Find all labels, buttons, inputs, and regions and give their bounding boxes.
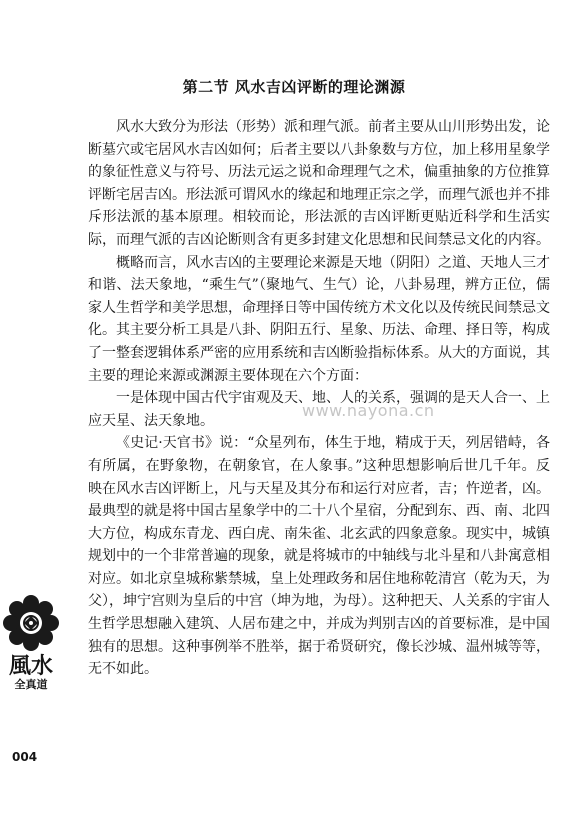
paragraph: 概略而言，风水吉凶的主要理论来源是天地（阴阳）之道、天地人三才和谐、法天象地，“乘生气”（聚地气、生气）论，八卦易理，辨方正位，儒家人生哲学和美学思想，命理择日等中国传统方术文化以及传统民间禁忌文化。其主要分析工具是八卦、阴阳五行、星象、历法、命理、择日等，构成了一整套逻辑体系严密的应用系统和吉凶断验指标体系。从大的方面说，其主要的理论来源或渊源主要体现在六个方面： [88, 254, 550, 384]
book-logo [2, 594, 60, 691]
page-number: 004 [12, 750, 38, 764]
paragraph: 《史记·天官书》说：“众星列布，体生于地，精成于天，列居错峙，各有所属，在野象物，在朝象官，在人象事。”这种思想影响后世几千年。反映在风水吉凶评断上，凡与天星及其分布和运行对应者，吉；忤逆者，凶。最典型的就是将中国古星象学中的二十八个星宿，分配到东、西、南、北四大方位，构成东青龙、西白虎、南朱雀、北玄武的四象意象。现实中，城镇规划中的一个非常普遍的现象，就是将城市的中轴线与北斗星和八卦寓意相对应。如北京皇城称紫禁城，皇上处理政务和居住地称乾清宫（乾为天，为父），坤宁宫则为皇后的中宫（坤为地，为母）。这种把天、人关系的宇宙人生哲学思想融入建筑、人居布建之中，并成为判别吉凶的首要标准，是中国独有的思想。这种事例举不胜举，据于希贤研究，像长沙城、温州城等等，无不如此。 [88, 435, 550, 678]
paragraph: 一是体现中国古代宇宙观及天、地、人的关系，强调的是天人合一、上应天星、法天象地。 [88, 390, 550, 429]
watermark: www.nayona.cn [302, 401, 435, 420]
logo-subtitle: 全真道 [14, 678, 48, 691]
paragraph: 风水大致分为形法（形势）派和理气派。前者主要从山川形势出发，论断墓穴或宅居风水吉凶如何；后者主要以八卦象数与方位，加上移用星象学的象征性意义与符号、历法元运之说和命理理气之术，偏重抽象的方位推算评断宅居吉凶。形法派可谓风水的缘起和地理正宗之学，而理气派也并不排斥形法派的基本原理。相较而论，形法派的吉凶评断更贴近科学和生活实际，而理气派的吉凶论断则含有更多封建文化思想和民间禁忌文化的内容。 [88, 119, 550, 248]
logo-script: 風水 [8, 653, 53, 679]
body-text [88, 116, 550, 681]
cloud-medallion-icon [2, 594, 60, 652]
section-title: 第二节 风水吉凶评断的理论渊源 [182, 78, 406, 96]
